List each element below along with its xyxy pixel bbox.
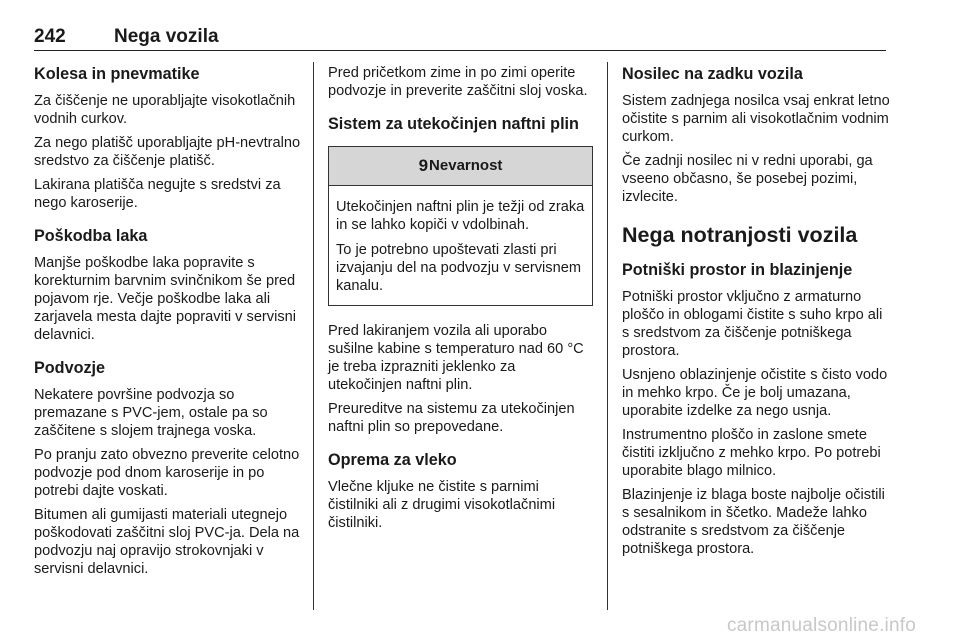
paragraph: Manjše poškodbe laka popravite s korekturnim barvnim svinčnikom še pred pojavom rje. Večje poškodbe laka ali zarjavela mesta dajte popraviti v servisni delavnici. (34, 255, 296, 343)
paragraph: Potniški prostor vključno z armaturno ploščo in oblogami čistite s suho krpo ali s sredstvom za čiščenje potniškega prostora. (622, 289, 883, 359)
paragraph: Bitumen ali gumijasti materiali utegnejo poškodovati zaščitni sloj PVC-ja. Dela na podvozju naj opravijo strokovnjaki v servisni delavnici. (34, 507, 300, 577)
paragraph: Za čiščenje ne uporabljajte visokotlačnih vodnih curkov. (34, 93, 296, 127)
column-middle (328, 64, 593, 538)
paragraph: Za nego platišč uporabljajte pH-nevtralno sredstvo za čiščenje platišč. (34, 135, 301, 169)
paragraph: Sistem zadnjega nosilca vsaj enkrat letno očistite s parnim ali visokotlačnim vodnim curkom. (622, 93, 890, 145)
column-right (622, 64, 892, 564)
watermark: carmanualsonline.info (726, 615, 916, 636)
warning-header (329, 147, 592, 186)
column-left (34, 64, 302, 584)
paragraph: Lakirana platišča negujte s sredstvi za nego karoserije. (34, 177, 281, 211)
warning-icon: 9 (418, 156, 429, 175)
paragraph: Usnjeno oblazinjenje očistite s čisto vodo in mehko krpo. Če je bolj umazana, uporabite izdelke za nego usnja. (622, 367, 888, 419)
section-heading: Sistem za utekočinjen naftni plin (328, 115, 579, 133)
warning-body (329, 186, 592, 305)
paragraph: Če zadnji nosilec ni v redni uporabi, ga vseeno občasno, še posebej pozimi, izvlecite. (622, 153, 873, 205)
column-divider (313, 62, 314, 610)
page-number: 242 (34, 26, 66, 47)
warning-text: To je potrebno upoštevati zlasti pri izvajanju del na podvozju v servisnem kanalu. (336, 242, 581, 294)
paragraph: Preureditve na sistemu za utekočinjen naftni plin so prepovedane. (328, 401, 575, 435)
paragraph: Vlečne kljuke ne čistite s parnimi čistilniki ali z drugimi visokotlačnimi čistilniki. (328, 479, 556, 531)
paragraph: Pred lakiranjem vozila ali uporabo sušilne kabine s temperaturo nad 60 °C je treba izprazniti jeklenko za utekočinjen naftni plin. (328, 323, 584, 393)
section-heading: Kolesa in pnevmatike (34, 65, 200, 83)
chapter-heading: Nega notranjosti vozila (622, 223, 858, 247)
paragraph: Nekatere površine podvozja so premazane s PVC-jem, ostale pa so zaščitene s slojem trajnega voska. (34, 387, 268, 439)
warning-box (328, 146, 593, 306)
paragraph: Po pranju zato obvezno preverite celotno podvozje pod dnom karoserije in po potrebi dajte voskati. (34, 447, 300, 499)
section-heading: Nosilec na zadku vozila (622, 65, 803, 83)
section-heading: Podvozje (34, 359, 106, 377)
paragraph: Pred pričetkom zime in po zimi operite podvozje in preverite zaščitni sloj voska. (328, 65, 588, 99)
paragraph: Blazinjenje iz blaga boste najbolje očistili s sesalnikom in ščetko. Madeže lahko odstranite s sredstvom za čiščenje potniškega prostora. (622, 487, 885, 557)
chapter-title: Nega vozila (114, 26, 219, 47)
paragraph: Instrumentno ploščo in zaslone smete čistiti izključno z mehko krpo. Po potrebi uporabite blago milnico. (622, 427, 881, 479)
page-header (34, 26, 886, 51)
section-heading: Oprema za vleko (328, 451, 457, 469)
section-heading: Poškodba laka (34, 227, 148, 245)
warning-text: Utekočinjen naftni plin je težji od zraka in se lahko kopiči v vdolbinah. (336, 199, 585, 233)
section-heading: Potniški prostor in blazinjenje (622, 261, 853, 279)
column-divider (607, 62, 608, 610)
warning-title: Nevarnost (429, 157, 503, 174)
